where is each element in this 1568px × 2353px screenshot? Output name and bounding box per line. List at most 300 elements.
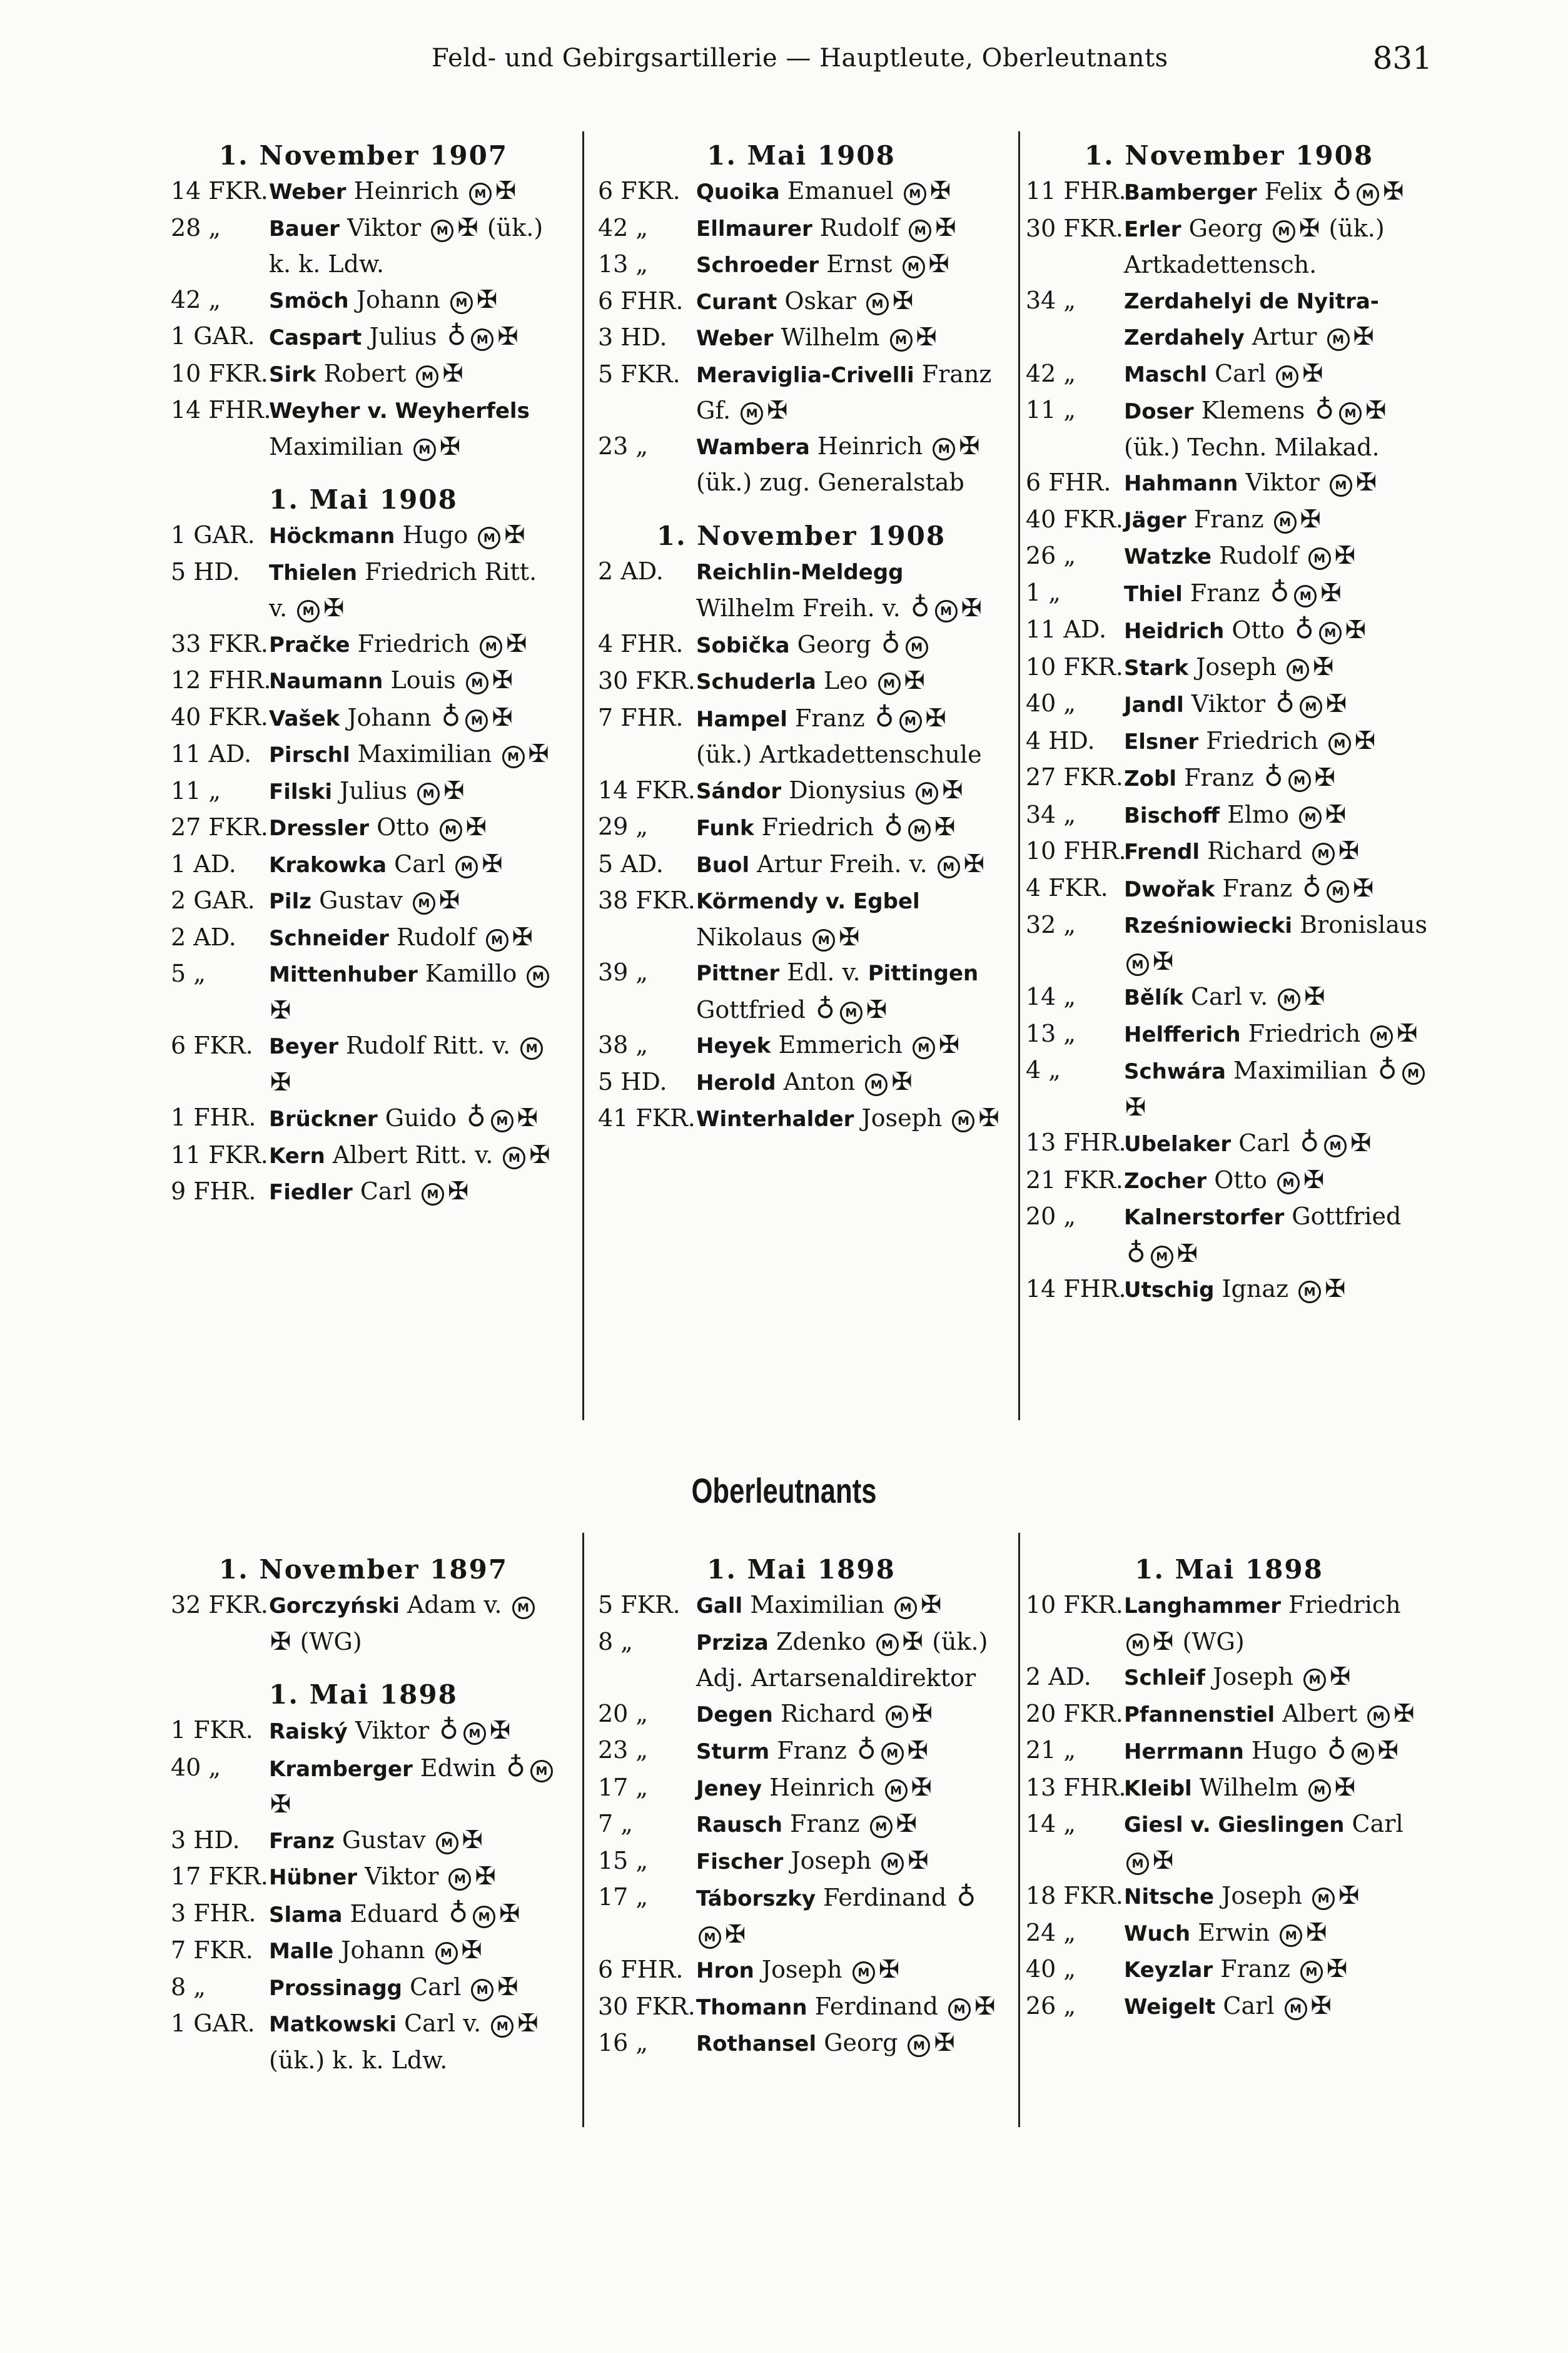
- name-text: Robert: [316, 359, 414, 387]
- cross-icon: ✠: [1353, 322, 1375, 351]
- unit-number: 4 FHR.: [598, 629, 684, 658]
- order-icon: ♁: [467, 1102, 486, 1132]
- unit-number: 1 GAR.: [171, 322, 255, 350]
- medal-icon: M: [1294, 585, 1317, 607]
- officer-text: [269, 920, 556, 957]
- officer-text: [696, 1989, 1004, 2026]
- surname: Weyher v. Weyherfels: [269, 399, 530, 424]
- order-icon: ♁: [448, 1897, 468, 1928]
- officer-text: [1124, 538, 1432, 575]
- officer-text: [1124, 1878, 1432, 1915]
- surname: Weber: [269, 180, 346, 205]
- surname: Zobl: [1124, 766, 1177, 791]
- roster-entry: [171, 1969, 556, 2006]
- name-text: Guido: [377, 1104, 465, 1132]
- unit-number: 20 FKR.: [1026, 1699, 1123, 1727]
- medal-icon: M: [1285, 1998, 1307, 2020]
- medal-icon: M: [530, 1760, 553, 1782]
- officer-text: [1124, 1770, 1432, 1807]
- medal-icon: M: [416, 365, 438, 388]
- officer-text: [696, 320, 1004, 357]
- unit-number: 33 FKR.: [171, 629, 268, 658]
- roster-entry: [598, 246, 1004, 283]
- unit-number: 11 AD.: [171, 740, 252, 768]
- roster-entry: [598, 357, 1004, 429]
- name-text: Maximilian: [269, 432, 411, 460]
- name-text: Heinrich: [809, 432, 931, 460]
- name-text: Friedrich: [1280, 1591, 1401, 1619]
- roster-entry: [1026, 502, 1432, 539]
- unit-number: 42 „: [171, 285, 221, 313]
- roster-entry: [1026, 575, 1432, 612]
- surname: Hahmann: [1124, 471, 1238, 496]
- surname: Keyzlar: [1124, 1958, 1213, 1983]
- officer-text: [269, 1174, 556, 1211]
- name-text: Edl. v.: [779, 958, 868, 986]
- roster-entry: [1026, 1199, 1432, 1271]
- unit-number: 10 FHR.: [1026, 837, 1126, 865]
- surname: Reichlin-Meldegg: [696, 559, 904, 585]
- group-heading: 1. November 1908: [656, 520, 946, 551]
- unit-number: 6 FKR.: [598, 177, 680, 205]
- cross-icon: ✠: [1125, 1092, 1146, 1122]
- cross-icon: ✠: [270, 1627, 291, 1656]
- group-heading: 1. Mai 1898: [1135, 1554, 1323, 1585]
- officer-text: [269, 1822, 556, 1859]
- cross-icon: ✠: [270, 995, 291, 1025]
- order-icon: ♁: [1327, 1734, 1347, 1765]
- name-text: Joseph: [783, 1846, 879, 1874]
- order-icon: ♁: [447, 320, 467, 351]
- cross-icon: ✠: [1153, 947, 1174, 976]
- name-text: Franz: [1176, 764, 1262, 791]
- cross-icon: ✠: [907, 1736, 929, 1765]
- unit-number: 11 „: [1026, 396, 1076, 424]
- cross-icon: ✠: [1330, 1662, 1351, 1691]
- roster-entry: [598, 320, 1004, 357]
- officer-text: [269, 1859, 556, 1896]
- name-text: (ük.) Artkadettenschule: [696, 741, 982, 768]
- officer-text: [269, 1587, 556, 1659]
- surname: Smöch: [269, 288, 349, 313]
- officer-text: [1124, 1659, 1432, 1696]
- unit-number: 7 FHR.: [598, 703, 684, 731]
- surname: Nitsche: [1124, 1884, 1215, 1909]
- surname: Meraviglia-Crivelli: [696, 362, 914, 388]
- name-text: Felix: [1257, 178, 1330, 205]
- officer-text: [1124, 1199, 1432, 1271]
- officer-text: [269, 736, 556, 773]
- order-icon: ♁: [439, 1714, 458, 1745]
- medal-icon: M: [1324, 1135, 1347, 1157]
- surname: Gall: [696, 1593, 743, 1619]
- medal-icon: M: [906, 636, 928, 659]
- cross-icon: ✠: [1303, 1165, 1325, 1194]
- page-number: 831: [1372, 40, 1432, 76]
- name-text: Eduard: [342, 1899, 447, 1928]
- surname: Rześniowiecki: [1124, 913, 1293, 938]
- roster-entry: [1026, 1806, 1432, 1878]
- medal-icon: M: [812, 929, 835, 952]
- medal-icon: M: [1330, 474, 1352, 497]
- name-text: Friedrich: [1198, 726, 1326, 755]
- name-text: Friedrich Ritt. v.: [269, 557, 537, 622]
- cross-icon: ✠: [504, 521, 525, 549]
- medal-icon: M: [909, 220, 931, 242]
- name-text: Carl v.: [1183, 983, 1276, 1010]
- surname: Funk: [696, 816, 754, 841]
- unit-number: 5 AD.: [598, 850, 664, 878]
- roster-entry: [1026, 1951, 1432, 1988]
- cross-icon: ✠: [1300, 504, 1322, 534]
- roster-entry: [598, 210, 1004, 247]
- surname: Dwořak: [1124, 877, 1215, 902]
- surname: Heidrich: [1124, 619, 1225, 644]
- surname: Sturm: [696, 1739, 770, 1764]
- officer-text: [696, 955, 1004, 1027]
- name-text: Zdenko: [768, 1627, 874, 1655]
- surname: Kramberger: [269, 1756, 413, 1782]
- unit-number: 29 „: [598, 813, 649, 840]
- medal-icon: M: [466, 672, 488, 694]
- surname: Matkowski: [269, 2012, 397, 2037]
- surname: Höckmann: [269, 524, 395, 549]
- medal-icon: M: [1126, 1634, 1149, 1656]
- upper-column-3: [1026, 138, 1432, 1308]
- officer-text: [269, 1137, 556, 1174]
- name-text: Carl: [1207, 359, 1274, 387]
- cross-icon: ✠: [1310, 1991, 1332, 2020]
- officer-text: [696, 1064, 1004, 1101]
- roster-entry: [1026, 649, 1432, 686]
- officer-text: [269, 1933, 556, 1969]
- medal-icon: M: [486, 929, 508, 952]
- medal-icon: M: [881, 1852, 904, 1875]
- cross-icon: ✠: [499, 1899, 520, 1928]
- medal-icon: M: [1277, 1172, 1300, 1194]
- cross-icon: ✠: [1325, 800, 1347, 829]
- name-text: Rudolf: [1211, 542, 1306, 569]
- cross-icon: ✠: [961, 594, 983, 623]
- officer-text: [269, 210, 556, 282]
- order-icon: ♁: [884, 811, 904, 841]
- roster-entry: [598, 554, 1004, 626]
- medal-icon: M: [852, 1961, 875, 1984]
- roster-entry: [598, 1064, 1004, 1101]
- roster-entry: [171, 173, 556, 210]
- medal-icon: M: [1280, 1924, 1302, 1947]
- unit-number: 16 „: [598, 2029, 649, 2056]
- name-text: Gottfried: [1284, 1202, 1402, 1230]
- roster-entry: [171, 282, 556, 319]
- unit-number: 8 „: [598, 1627, 633, 1655]
- name-text: (ük.) zug. Generalstab: [696, 469, 964, 496]
- medal-icon: M: [413, 439, 436, 461]
- surname: Zerdahelyi de Nyitra-Zerdahely: [1124, 288, 1379, 350]
- cross-icon: ✠: [896, 1809, 918, 1838]
- officer-text: [696, 1624, 1004, 1696]
- roster-entry: [598, 1989, 1004, 2026]
- cross-icon: ✠: [1365, 396, 1387, 425]
- unit-number: 5 FKR.: [598, 360, 680, 388]
- roster-entry: [171, 1174, 556, 1211]
- unit-number: 6 FKR.: [171, 1032, 253, 1059]
- cross-icon: ✠: [904, 666, 926, 695]
- roster-entry: [171, 663, 556, 699]
- cross-icon: ✠: [1352, 873, 1374, 903]
- officer-text: [1124, 1951, 1432, 1988]
- officer-text: [269, 282, 556, 319]
- medal-icon: M: [938, 856, 960, 878]
- name-text: Carl: [1344, 1810, 1404, 1837]
- officer-text: [269, 1969, 556, 2006]
- unit-number: 1 GAR.: [171, 521, 255, 549]
- roster-entry: [171, 699, 556, 737]
- medal-icon: M: [450, 292, 473, 314]
- roster-entry: [1026, 1587, 1432, 1659]
- unit-number: 14 „: [1026, 983, 1076, 1010]
- unit-number: 13 „: [1026, 1019, 1076, 1047]
- roster-entry: [1026, 797, 1432, 834]
- medal-icon: M: [1327, 328, 1350, 351]
- officer-text: [696, 429, 1004, 501]
- medal-icon: M: [1370, 1025, 1393, 1048]
- surname: Pittner: [696, 961, 780, 986]
- surname: Zocher: [1124, 1168, 1207, 1194]
- surname: Vašek: [269, 706, 340, 731]
- column-divider: [582, 1533, 584, 2127]
- cross-icon: ✠: [974, 1991, 996, 2021]
- name-text: Albert: [1275, 1699, 1365, 1727]
- unit-number: 7 FKR.: [171, 1936, 253, 1964]
- cross-icon: ✠: [908, 1846, 929, 1875]
- order-icon: ♁: [1332, 175, 1352, 206]
- cross-icon: ✠: [767, 396, 788, 425]
- order-icon: ♁: [1270, 576, 1290, 607]
- name-text: (ük.) Techn. Milakad.: [1124, 433, 1380, 461]
- medal-icon: M: [1319, 622, 1342, 644]
- unit-number: 4 HD.: [1026, 726, 1095, 755]
- roster-entry: [1026, 356, 1432, 393]
- name-text: (ük.) Adj. Artarsenaldirektor: [696, 1627, 988, 1692]
- surname: Doser: [1124, 399, 1194, 424]
- medal-icon: M: [908, 819, 931, 841]
- roster-entry: [1026, 686, 1432, 723]
- surname: Winterhalder: [696, 1107, 854, 1132]
- name-text: Carl v.: [397, 2010, 489, 2037]
- cross-icon: ✠: [528, 739, 550, 768]
- medal-icon: M: [1299, 806, 1322, 829]
- officer-text: [1124, 1915, 1432, 1952]
- unit-number: 2 AD.: [171, 923, 236, 951]
- running-title: Feld- und Gebirgsartillerie — Hauptleute, Oberleutnants: [432, 44, 1168, 73]
- lower-column-1: [171, 1552, 556, 2078]
- officer-text: [696, 846, 1004, 883]
- order-icon: ♁: [1263, 761, 1283, 792]
- officer-text: [1124, 760, 1432, 797]
- name-text: Hugo: [395, 521, 476, 549]
- officer-text: [269, 626, 556, 663]
- name-text: Friedrich: [754, 813, 882, 841]
- medal-icon: M: [1298, 1281, 1321, 1303]
- unit-number: 10 FKR.: [171, 359, 268, 387]
- roster-entry: [171, 554, 556, 626]
- surname: Körmendy v. Egbel: [696, 889, 920, 914]
- officer-text: [1124, 356, 1432, 393]
- unit-number: 40 „: [171, 1753, 221, 1781]
- name-text: Ernst: [819, 250, 900, 278]
- surname: Weigelt: [1124, 1994, 1216, 2020]
- cross-icon: ✠: [935, 213, 956, 242]
- cross-icon: ✠: [495, 176, 517, 205]
- order-icon: ♁: [1275, 688, 1295, 718]
- cross-icon: ✠: [1397, 1019, 1418, 1048]
- roster-entry: [1026, 1878, 1432, 1915]
- roster-entry: [171, 2006, 556, 2078]
- medal-icon: M: [878, 673, 901, 695]
- surname: Stark: [1124, 655, 1189, 681]
- order-icon: ♁: [874, 701, 894, 733]
- cross-icon: ✠: [959, 431, 980, 460]
- officer-text: [1124, 979, 1432, 1016]
- medal-icon: M: [512, 1597, 535, 1619]
- roster-entry: [171, 392, 556, 464]
- roster-entry: [598, 1100, 1004, 1137]
- officer-text: [696, 809, 1004, 846]
- officer-text: [696, 2025, 1004, 2062]
- officer-text: [1124, 283, 1432, 356]
- roster-entry: [1026, 1162, 1432, 1199]
- surname: Bamberger: [1124, 180, 1257, 205]
- unit-number: 23 „: [598, 1736, 649, 1764]
- roster-entry: [1026, 1271, 1432, 1308]
- name-text: Viktor: [1183, 690, 1273, 718]
- cross-icon: ✠: [902, 1627, 924, 1656]
- medal-icon: M: [473, 1906, 495, 1928]
- unit-number: 24 „: [1026, 1918, 1076, 1946]
- unit-number: 11 „: [171, 776, 221, 805]
- surname: Prossinagg: [269, 1975, 402, 2001]
- roster-entry: [1026, 173, 1432, 211]
- roster-entry: [171, 1750, 556, 1822]
- surname: Kleibl: [1124, 1776, 1192, 1801]
- lower-column-3: [1026, 1552, 1432, 2025]
- roster-entry: [598, 1952, 1004, 1989]
- medal-icon: M: [480, 636, 502, 658]
- officer-text: [1124, 907, 1432, 979]
- unit-number: 10 FKR.: [1026, 653, 1123, 681]
- cross-icon: ✠: [492, 666, 513, 694]
- officer-text: [1124, 1016, 1432, 1053]
- name-text: Hugo: [1243, 1737, 1325, 1764]
- officer-text: [696, 1806, 1004, 1843]
- officer-text: [1124, 502, 1432, 539]
- medal-icon: M: [413, 892, 435, 915]
- cross-icon: ✠: [725, 1919, 746, 1949]
- roster-entry: [598, 173, 1004, 210]
- name-text: Bronislaus: [1292, 911, 1427, 938]
- surname: Táborszky: [696, 1886, 816, 1911]
- officer-text: [696, 210, 1004, 247]
- officer-text: [269, 554, 556, 626]
- roster-entry: [1026, 870, 1432, 908]
- roster-entry: [1026, 760, 1432, 797]
- name-text: Carl: [1215, 1991, 1282, 2020]
- name-text: Albert Ritt. v.: [325, 1141, 501, 1169]
- medal-icon: M: [463, 1722, 486, 1745]
- medal-icon: M: [840, 1002, 862, 1024]
- unit-number: 11 AD.: [1026, 616, 1107, 643]
- medal-icon: M: [933, 438, 955, 460]
- cross-icon: ✠: [938, 1030, 960, 1059]
- roster-entry: [171, 736, 556, 773]
- officer-text: [696, 883, 1004, 955]
- roster-entry: [1026, 211, 1432, 283]
- unit-number: 1 FHR.: [171, 1104, 256, 1131]
- name-text: Georg: [789, 630, 879, 658]
- order-icon: ♁: [1126, 1237, 1146, 1268]
- cross-icon: ✠: [439, 432, 461, 461]
- page-header: [0, 40, 1568, 88]
- group-heading: 1. Mai 1898: [707, 1554, 896, 1585]
- unit-number: 1 „: [1026, 578, 1061, 606]
- roster-entry: [171, 956, 556, 1028]
- column-divider: [582, 131, 584, 1420]
- cross-icon: ✠: [492, 703, 513, 732]
- roster-entry: [598, 1027, 1004, 1064]
- surname: Hübner: [269, 1865, 358, 1890]
- roster-entry: [171, 1822, 556, 1859]
- name-text: Carl: [402, 1973, 469, 2001]
- cross-icon: ✠: [934, 813, 956, 841]
- name-text: Gottfried: [696, 995, 814, 1024]
- roster-entry: [598, 1843, 1004, 1880]
- officer-text: [696, 1027, 1004, 1064]
- roster-entry: [171, 210, 556, 282]
- medal-icon: M: [417, 783, 440, 805]
- medal-icon: M: [422, 1183, 444, 1206]
- column-divider: [1018, 131, 1020, 1420]
- surname: Slama: [269, 1902, 343, 1928]
- unit-number: 13 FHR.: [1026, 1773, 1126, 1801]
- name-text: Oskar: [777, 287, 864, 315]
- name-text: Joseph: [1205, 1663, 1302, 1690]
- medal-icon: M: [478, 527, 500, 549]
- name-text: Johann: [340, 703, 439, 731]
- cross-icon: ✠: [477, 285, 498, 314]
- cross-icon: ✠: [529, 1140, 550, 1169]
- roster-entry: [171, 1587, 556, 1659]
- medal-icon: M: [916, 782, 938, 805]
- unit-number: 3 HD.: [171, 1826, 240, 1854]
- officer-text: [1124, 723, 1432, 760]
- medal-icon: M: [1352, 1742, 1374, 1765]
- officer-text: [1124, 870, 1432, 908]
- name-text: Wilhelm: [773, 323, 888, 351]
- officer-text: [696, 773, 1004, 810]
- surname: Frendl: [1124, 840, 1200, 865]
- officer-text: [269, 810, 556, 846]
- officer-text: [696, 1732, 1004, 1770]
- officer-text: [696, 663, 1004, 700]
- name-text: Ferdinand: [816, 1884, 954, 1911]
- surname: Ubelaker: [1124, 1132, 1232, 1157]
- name-text: Joseph: [1214, 1882, 1310, 1909]
- name-text: Nikolaus: [696, 923, 811, 951]
- roster-entry: [171, 517, 556, 554]
- name-text: Johann: [333, 1936, 433, 1964]
- roster-entry: [598, 700, 1004, 773]
